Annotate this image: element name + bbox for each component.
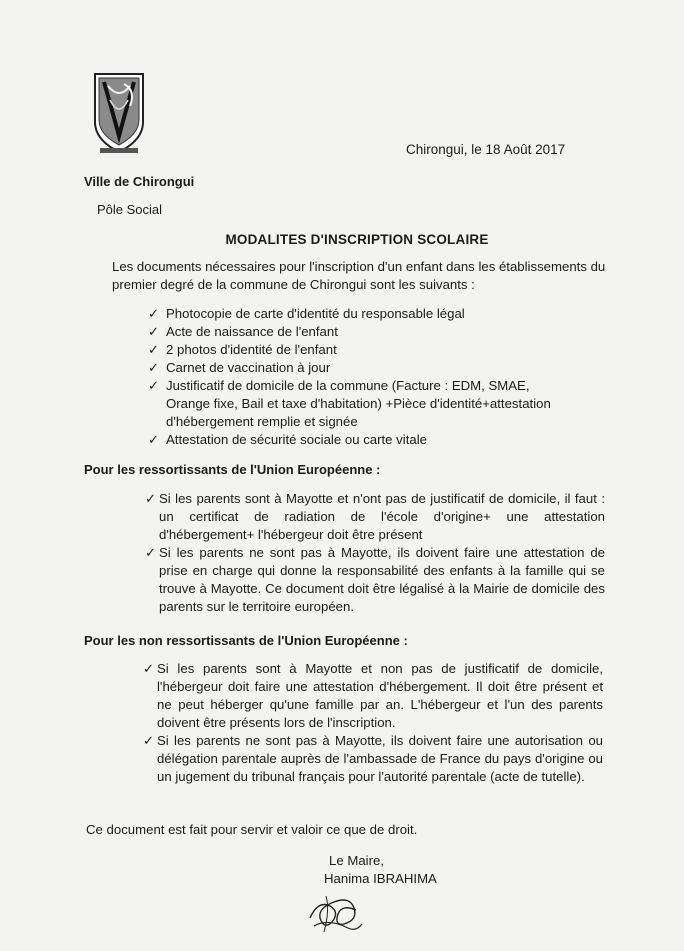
list-item: ✓ 2 photos d'identité de l'enfant [148,342,337,357]
checkmark-icon: ✓ [145,491,157,506]
document-date: Chirongui, le 18 Août 2017 [406,142,566,157]
non-eu-section-heading: Pour les non ressortissants de l'Union Européenne : [84,633,408,648]
department-name: Pôle Social [97,202,163,217]
list-item: ✓ Carnet de vaccination à jour [148,360,331,375]
checkmark-icon: ✓ [148,360,160,375]
list-item: ✓ Acte de naissance de l'enfant [148,324,338,339]
checkmark-icon: ✓ [143,733,155,748]
document-title: MODALITES D'INSCRIPTION SCOLAIRE [225,232,489,247]
checkmark-icon: ✓ [145,545,157,560]
checkmark-icon: ✓ [148,324,160,339]
eu-section-content [145,490,605,616]
list-item: ✓ Photocopie de carte d'identité du responsable légal [148,306,465,321]
checkmark-icon: ✓ [148,378,160,393]
city-crest-logo [90,70,148,156]
checkmark-icon: ✓ [143,661,155,676]
checkmark-icon: ✓ [148,432,160,447]
list-item: ✓ Si les parents sont à Mayotte et n'ont pas de justificatif de domicile, il faut : un certificat de radiation de l'école d'origine+ une attestation d'hébergement+ l'hébergeur doit être présent [145,491,605,542]
intro-paragraph: Les documents nécessaires pour l'inscription d'un enfant dans les établissements du premier degré de la commune de Chirongui sont les suivants : [112,259,606,292]
list-item: ✓ Si les parents ne sont pas à Mayotte, ils doivent faire une attestation de prise en charge qui donne la responsabilité des enfants à la famille qui se trouve à Mayotte. Ce document doit être légalisé à la Mairie de domicile des parents sur le territoire européen. [145,545,605,614]
closing-statement: Ce document est fait pour servir et valoir ce que de droit. [86,822,418,837]
handwritten-signature [304,888,366,936]
list-item: ✓ Si les parents ne sont pas à Mayotte, ils doivent faire une autorisation ou délégation parentale auprès de l'ambassade de France du pays d'origine ou un jugement du tribunal français pour l'autorité parentale (acte de tutelle). [143,733,603,784]
list-item: ✓ Justificatif de domicile de la commune (Facture : EDM, SMAE, Orange fixe, Bail et taxe d'habitation) +Pièce d'identité+attestation d'hébergement remplie et signée [148,378,551,429]
organization-name: Ville de Chirongui [84,174,195,189]
signatory-name: Hanima IBRAHIMA [324,871,437,886]
checkmark-icon: ✓ [148,342,160,357]
checkmark-icon: ✓ [148,306,160,321]
list-item: ✓ Si les parents sont à Mayotte et non pas de justificatif de domicile, l'hébergeur doit faire une attestation d'hébergement. Il doit être présent et ne peut héberger qu'une famille par an. L'hébergeur et l'un des parents doivent être présents lors de l'inscription. [143,661,603,730]
eu-section-heading: Pour les ressortissants de l'Union Européenne : [84,462,381,477]
requirements-list [148,305,568,449]
list-item: ✓ Attestation de sécurité sociale ou carte vitale [148,432,427,447]
signatory-role: Le Maire, [329,853,384,868]
non-eu-section-content [143,660,603,786]
